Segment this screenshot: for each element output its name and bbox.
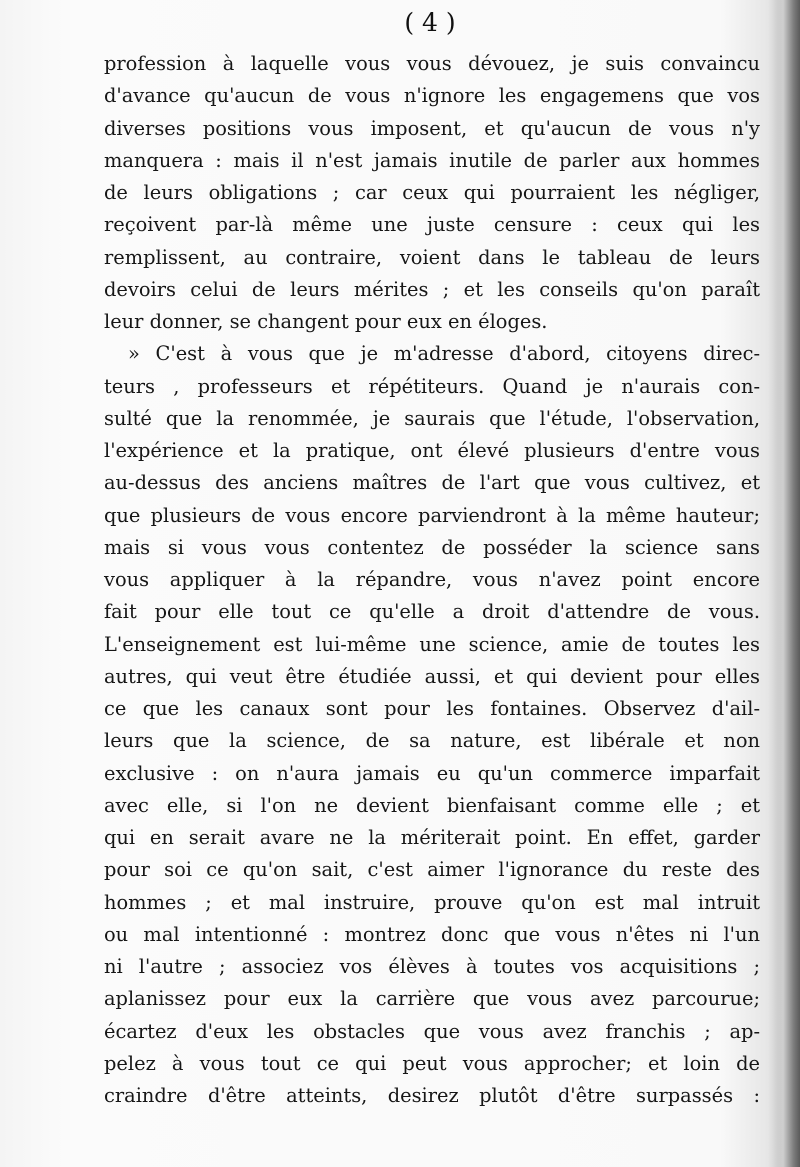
text-line: mais si vous vous contentez de posséder la science sans (104, 535, 760, 559)
text-line: teurs , professeurs et répétiteurs. Quand je n'aurais con- (104, 374, 760, 398)
text-line: fait pour elle tout ce qu'elle a droit d'attendre de vous. (104, 600, 760, 624)
text-line: profession à laquelle vous vous dévouez, je suis convaincu (104, 52, 760, 75)
text-line: pour soi ce qu'on sait, c'est aimer l'ignorance du reste des (104, 858, 760, 882)
text-line: autres, qui veut être étudiée aussi, et qui devient pour elles (104, 664, 760, 688)
text-line: manquera : mais il n'est jamais inutile de parler aux hommes (104, 148, 760, 172)
text-line: leurs que la science, de sa nature, est libérale et non (104, 729, 760, 753)
text-line: pelez à vous tout ce qui peut vous approcher; et loin de (104, 1051, 760, 1075)
text-line: sulté que la renommée, je saurais que l'étude, l'observation, (104, 406, 760, 430)
text-line: écartez d'eux les obstacles que vous avez franchis ; ap- (104, 1019, 760, 1043)
text-line: leur donner, se changent pour eux en éloges. (104, 310, 548, 333)
body-text (104, 48, 760, 1112)
text-line: » C'est à vous que je m'adresse d'abord, citoyens direc- (128, 342, 760, 366)
text-line: diverses positions vous imposent, et qu'aucun de vous n'y (104, 116, 760, 140)
text-line: l'expérience et la pratique, ont élevé plusieurs d'entre vous (104, 439, 760, 462)
paragraph-2 (104, 338, 760, 1112)
paragraph-1 (104, 48, 760, 338)
text-line: de leurs obligations ; car ceux qui pourraient les négliger, (104, 181, 760, 204)
page-binding-shadow (774, 0, 800, 1167)
text-line: hommes ; et mal instruire, prouve qu'on est mal intruit (104, 890, 760, 914)
text-line: ce que les canaux sont pour les fontaines. Observez d'ail- (104, 697, 760, 720)
text-line: reçoivent par-là même une juste censure : ceux qui les (104, 213, 760, 237)
text-line: que plusieurs de vous encore parviendront à la même hauteur; (104, 503, 760, 527)
text-line: d'avance qu'aucun de vous n'ignore les engagemens que vos (104, 84, 760, 108)
text-line: devoirs celui de leurs mérites ; et les conseils qu'on paraît (104, 277, 760, 301)
text-line: vous appliquer à la répandre, vous n'avez point encore (104, 568, 760, 591)
text-line: exclusive : on n'aura jamais eu qu'un commerce imparfait (104, 761, 760, 785)
text-line: au-dessus des anciens maîtres de l'art que vous cultivez, et (104, 471, 760, 495)
text-line: remplissent, au contraire, voient dans le tableau de leurs (104, 245, 760, 269)
text-line: craindre d'être atteints, desirez plutôt d'être surpassés : (104, 1084, 760, 1107)
text-line: qui en serait avare ne la mériterait point. En effet, garder (104, 826, 760, 849)
text-line: ou mal intentionné : montrez donc que vous n'êtes ni l'un (104, 922, 760, 946)
text-line: aplanissez pour eux la carrière que vous avez parcourue; (104, 987, 760, 1011)
text-line: L'enseignement est lui-même une science, amie de toutes les (104, 632, 760, 656)
page-number: ( 4 ) (404, 8, 456, 37)
text-line: avec elle, si l'on ne devient bienfaisant comme elle ; et (104, 793, 760, 817)
text-line: ni l'autre ; associez vos élèves à toutes vos acquisitions ; (104, 955, 760, 978)
